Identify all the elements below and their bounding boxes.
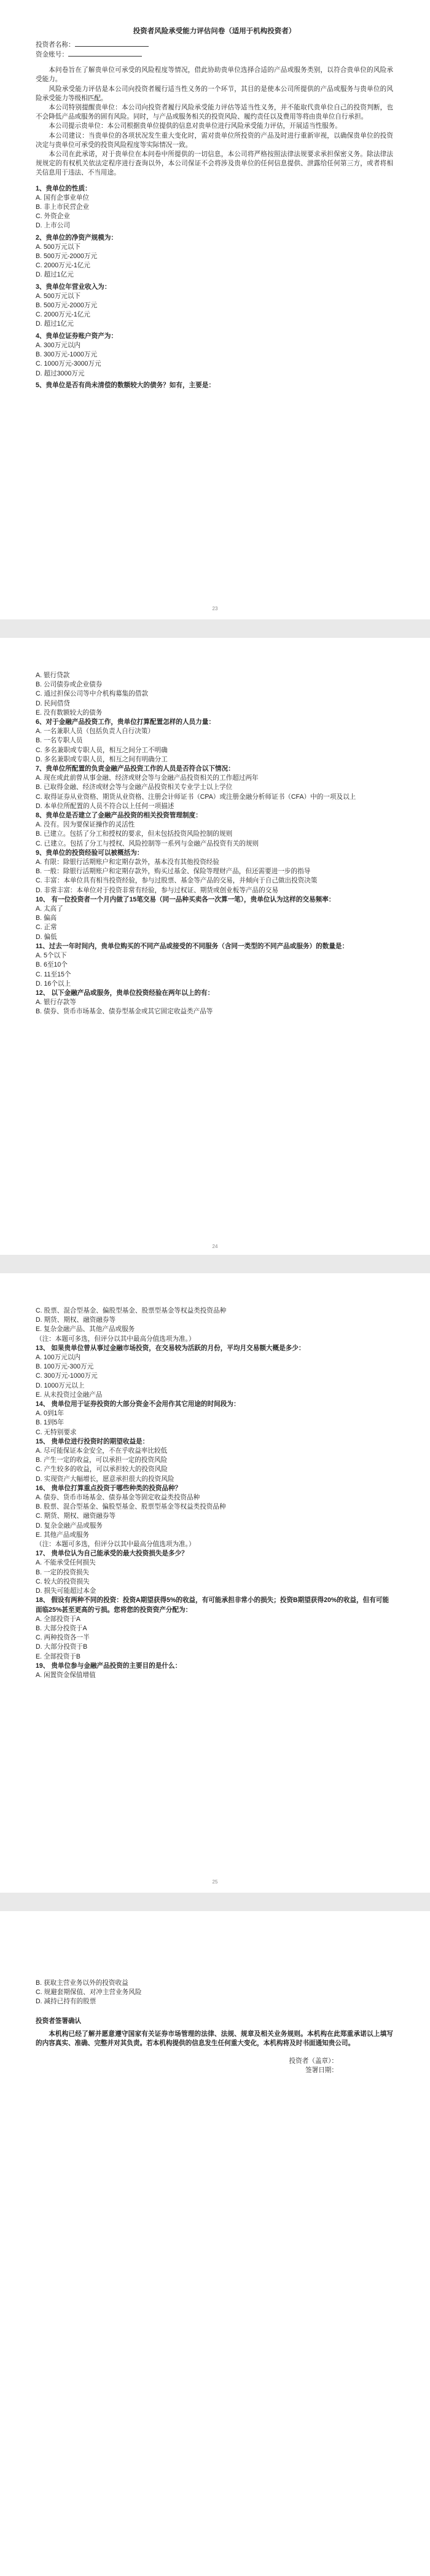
page-2-content bbox=[0, 638, 430, 1017]
document-page-4 bbox=[0, 1911, 430, 2576]
answer-option: C. 期货、期权、融资融券等 bbox=[36, 1512, 116, 1520]
answer-option: C. 已建立。包括了分工与授权、风险控制等一系列与金融产品投资有关的规则 bbox=[36, 839, 259, 847]
document-page-1 bbox=[0, 0, 430, 619]
answer-option: B. 1到5年 bbox=[36, 1419, 64, 1427]
confirm-text: 本机构已经了解并愿意遵守国家有关证券市场管理的法律、法规、规章及相关业务规则。本机构在此郑重承诺以上填写的内容真实、准确、完整并对其负责。若本机构提供的信息发生任何重大变化，本机构将及时书面通知贵公司。 bbox=[36, 2030, 393, 2048]
answer-option: C. 股票、混合型基金、偏股型基金、股票型基金等权益类投资品种 bbox=[36, 1307, 227, 1314]
answer-option: B. 获取主营业务以外的投资收益 bbox=[36, 1979, 128, 1987]
answer-option: A. 不能承受任何损失 bbox=[36, 1559, 96, 1567]
answer-option: D. 非常丰富：本单位对于投资非常有经验，参与过权证、期货或创业板等产品的交易 bbox=[36, 886, 278, 894]
question-text: 18、 假设有两种不同的投资：投资A期望获得5%的收益，有可能承担非常小的损失；投资B期望获得20%的收益，但有可能面临25%甚至更高的亏损。您将您的投资资产分配为： bbox=[36, 1596, 389, 1614]
answer-option: C. 2000万元-1亿元 bbox=[36, 262, 90, 270]
answer-option: B. 公司债券或企业债券 bbox=[36, 681, 103, 689]
question-text: 2、贵单位的净资产规模为： bbox=[36, 234, 118, 242]
answer-option: D. 1000万元以上 bbox=[36, 1381, 85, 1389]
answer-option: C. 丰富：本单位具有相当投资经验，参与过股票、基金等产品的交易，并倾向于自己做出投资决策 bbox=[36, 877, 318, 885]
answer-option: B. 偏高 bbox=[36, 914, 57, 922]
sign-date-label: 签署日期： bbox=[305, 2067, 338, 2075]
page-gap bbox=[0, 1255, 430, 1273]
answer-option: C. 取得证券从业资格、期货从业资格、注册会计师证书（CPA）或注册金融分析师证书（CFA）中的一项及以上 bbox=[36, 793, 356, 801]
question-text: 6、对于金融产品投资工作，贵单位打算配置怎样的人员力量： bbox=[36, 718, 215, 726]
answer-option: B. 一般：除银行活期账户和定期存款外，购买过基金、保险等理财产品，但还需要进一步的指导 bbox=[36, 868, 311, 876]
answer-option: B. 已取得金融、经济或财会等与金融产品投资相关专业学士以上学位 bbox=[36, 783, 233, 791]
question-text: 7、贵单位所配置的负责金融产品投资工作的人员是否符合以下情况： bbox=[36, 765, 235, 773]
answer-option: A. 现在或此前曾从事金融、经济或财会等与金融产品投资相关的工作超过两年 bbox=[36, 774, 259, 782]
answer-option: D. 16个以上 bbox=[36, 980, 71, 988]
question-text: 5、贵单位是否有尚未清偿的数额较大的债务？如有，主要是： bbox=[36, 381, 215, 389]
answer-option: C. 正常 bbox=[36, 924, 57, 932]
answer-option: D. 减持已持有的股票 bbox=[36, 1998, 96, 2006]
answer-option: A. 银行贷款 bbox=[36, 672, 70, 679]
question-block bbox=[36, 283, 393, 329]
answer-option: A. 100万元以内 bbox=[36, 1354, 81, 1362]
answer-option: A. 闲置资金保值增值 bbox=[36, 1671, 96, 1679]
investor-name-label: 投资者名称： bbox=[36, 41, 75, 49]
answer-option: A. 5个以下 bbox=[36, 952, 67, 960]
answer-option: D. 超过1亿元 bbox=[36, 271, 74, 279]
answer-option: D. 多名兼职或专职人员，相互之间有明确分工 bbox=[36, 755, 168, 763]
answer-option: E. 没有数额较大的债务 bbox=[36, 709, 103, 717]
answer-option: A. 一名兼职人员（包括负责人自行决策） bbox=[36, 728, 155, 736]
answer-option: B. 债券、货币市场基金、债券型基金或其它固定收益类产品等 bbox=[36, 1008, 213, 1016]
fund-account-field bbox=[36, 50, 393, 60]
question-text: 19、 贵单位参与金融产品投资的主要目的是什么： bbox=[36, 1662, 182, 1670]
answer-option: A. 国有企事业单位 bbox=[36, 194, 90, 202]
page-gap bbox=[0, 619, 430, 638]
answer-option: （注：本题可多选，但评分以其中最高分值选项为准。） bbox=[36, 1541, 195, 1549]
answer-option: A. 300万元以内 bbox=[36, 341, 81, 349]
question-text: 16、 贵单位打算重点投资于哪些种类的投资品种？ bbox=[36, 1484, 182, 1492]
answer-option: D. 偏低 bbox=[36, 933, 57, 941]
investor-name-field bbox=[36, 40, 393, 50]
answer-option: B. 一定的投资损失 bbox=[36, 1568, 90, 1576]
intro-paragraph: 本公司提示贵单位：本公司根据贵单位提供的信息对贵单位进行风险承受能力评估，开展适当性服务。 bbox=[49, 122, 342, 130]
question-block bbox=[36, 332, 393, 379]
page-number: 23 bbox=[212, 606, 218, 611]
intro-paragraph: 本公司建议：当贵单位的各项状况发生重大变化时，需对贵单位所投资的产品及时进行重新审视，以确保贵单位的投资决定与贵单位可承受的投资风险程度等实际情况一致。 bbox=[36, 132, 393, 149]
answer-option: C. 外资企业 bbox=[36, 213, 70, 221]
answer-option: C. 较大的投资损失 bbox=[36, 1577, 90, 1585]
answer-option: A. 太高了 bbox=[36, 905, 63, 913]
answer-option: B. 产生一定的收益，可以承担一定的投资风险 bbox=[36, 1456, 168, 1464]
confirm-title: 投资者签署确认 bbox=[36, 2017, 82, 2025]
question-block bbox=[36, 234, 393, 280]
question-text: 14、 贵单位用于证券投资的大部分资金不会用作其它用途的时间段为： bbox=[36, 1400, 240, 1408]
answer-option: D. 复杂金融产品或服务 bbox=[36, 1522, 103, 1530]
question-block bbox=[36, 381, 393, 390]
intro-paragraph: 本问卷旨在了解贵单位可承受的风险程度等情况，借此协助贵单位选择合适的产品或服务类别，以符合贵单位的风险承受能力。 bbox=[36, 66, 393, 84]
question-text: 15、 贵单位进行投资时的期望收益是： bbox=[36, 1437, 149, 1445]
question-text: 4、贵单位证券账户资产为： bbox=[36, 332, 118, 340]
answer-option: D. 本单位所配置的人员不符合以上任何一项描述 bbox=[36, 802, 174, 810]
answer-option: D. 期货、期权、融资融券等 bbox=[36, 1316, 116, 1324]
fund-account-blank bbox=[68, 50, 142, 57]
answer-option: A. 银行存款等 bbox=[36, 999, 76, 1007]
sign-date-line bbox=[36, 2066, 393, 2075]
answer-option: D. 大部分投资于B bbox=[36, 1643, 88, 1651]
answer-option: A. 500万元以下 bbox=[36, 292, 81, 300]
answer-option: B. 500万元-2000万元 bbox=[36, 253, 98, 261]
answer-option: D. 民间借贷 bbox=[36, 699, 70, 707]
answer-option: C. 11至15个 bbox=[36, 970, 71, 978]
answer-option: B. 股票、混合型基金、偏股型基金、股票型基金等权益类投资品种 bbox=[36, 1503, 226, 1511]
question-text: 3、贵单位年营业收入为： bbox=[36, 283, 111, 291]
answer-option: C. 通过担保公司等中介机构募集的借款 bbox=[36, 690, 149, 698]
answer-option: A. 500万元以下 bbox=[36, 243, 81, 251]
answer-option: B. 非上市民营企业 bbox=[36, 203, 90, 211]
question-text: 13、 如果贵单位曾从事过金融市场投资，在交易较为活跃的月份，平均月交易额大概是多少： bbox=[36, 1344, 305, 1352]
intro-paragraph: 本公司特别提醒贵单位：本公司向投资者履行风险承受能力评估等适当性义务，并不能取代贵单位自己的投资判断，也不会降低产品或服务的固有风险。同时，与产品或服务相关的投资风险、履约责任以及费用等将由贵单位自行承担。 bbox=[36, 104, 393, 121]
answer-option: B. 100万元-300万元 bbox=[36, 1363, 94, 1371]
answer-option: C. 300万元-1000万元 bbox=[36, 1372, 98, 1380]
answer-option: C. 两种投资各一半 bbox=[36, 1634, 90, 1642]
document-title: 投资者风险承受能力评估问卷（适用于机构投资者） bbox=[133, 28, 296, 35]
answer-option: B. 已建立。包括了分工和授权的要求，但未包括投资风险控制的规则 bbox=[36, 830, 233, 838]
question-text: 9、贵单位的投资经验可以被概括为： bbox=[36, 849, 144, 857]
document-page-3 bbox=[0, 1273, 430, 1893]
answer-option: （注：本题可多选，但评分以其中最高分值选项为准。） bbox=[36, 1335, 195, 1343]
question-text: 11、过去一年时间内，贵单位购买的不同产品或接受的不同服务（含同一类型的不同产品或服务）的数量是： bbox=[36, 942, 349, 950]
page-gap bbox=[0, 1893, 430, 1911]
answer-option: A. 0到1年 bbox=[36, 1410, 64, 1418]
answer-option: C. 多名兼职或专职人员，相互之间分工不明确 bbox=[36, 746, 168, 754]
answer-option: A. 没有。因为要保证操作的灵活性 bbox=[36, 821, 135, 829]
investor-seal-line bbox=[36, 2057, 393, 2066]
answer-option: E. 其他产品或服务 bbox=[36, 1531, 90, 1539]
question-text: 8、贵单位是否建立了金融产品投资的相关投资管理制度： bbox=[36, 812, 202, 820]
answer-option: A. 尽可能保证本金安全，不在乎收益率比较低 bbox=[36, 1447, 168, 1455]
answer-option: D. 上市公司 bbox=[36, 222, 70, 230]
answer-option: D. 超过1亿元 bbox=[36, 320, 74, 328]
answer-option: D. 超过3000万元 bbox=[36, 369, 85, 377]
answer-option: B. 6至10个 bbox=[36, 961, 68, 969]
intro-paragraph: 风险承受能力评估是本公司向投资者履行适当性义务的一个环节，其目的是使本公司所提供的产品或服务与贵单位的风险承受能力等级相匹配。 bbox=[36, 85, 393, 102]
answer-option: C. 无特别要求 bbox=[36, 1428, 77, 1436]
answer-option: A. 全部投资于A bbox=[36, 1615, 80, 1623]
page-number: 24 bbox=[212, 1244, 218, 1249]
answer-option: A. 债券、货币市场基金、债券基金等固定收益类投资品种 bbox=[36, 1494, 200, 1502]
answer-option: E. 全部投资于B bbox=[36, 1652, 80, 1660]
question-text: 1、贵单位的性质： bbox=[36, 184, 92, 192]
answer-option: C. 2000万元-1亿元 bbox=[36, 311, 90, 319]
answer-option: C. 规避套期保值、对冲主营业务风险 bbox=[36, 1989, 142, 1997]
answer-option: E. 复杂金融产品、其他产品或服务 bbox=[36, 1325, 135, 1333]
document-page-2 bbox=[0, 638, 430, 1255]
answer-option: E. 从未投资过金融产品 bbox=[36, 1391, 103, 1399]
question-text: 12、 以下金融产品或服务，贵单位投资经验在两年以上的有： bbox=[36, 989, 214, 997]
page-number: 25 bbox=[212, 1879, 218, 1885]
answer-option: D. 实现资产大幅增长，愿意承担很大的投资风险 bbox=[36, 1475, 174, 1483]
answer-option: C. 1000万元-3000万元 bbox=[36, 360, 101, 368]
intro-paragraph: 本公司在此承诺，对于贵单位在本问卷中所提供的一切信息，本公司将严格按照法律法规要求承担保密义务。除法律法规规定的有权机关依法定程序进行查询以外，本公司保证不会将涉及贵单位的任何信息提供、泄露给任何第三方，或者将相关信息用于违法、不当用途。 bbox=[36, 151, 393, 177]
investor-name-blank bbox=[75, 40, 149, 47]
answer-option: B. 300万元-1000万元 bbox=[36, 351, 98, 359]
fund-account-label: 资金账号： bbox=[36, 51, 68, 59]
answer-option: A. 有限：除银行活期账户和定期存款外，基本没有其他投资经验 bbox=[36, 858, 219, 866]
answer-option: B. 500万元-2000万元 bbox=[36, 302, 98, 310]
question-list bbox=[36, 184, 393, 390]
question-text: 10、 有一位投资者一个月内做了15笔交易（同一品种买卖各一次算一笔），贵单位认为这样的交易频率： bbox=[36, 895, 335, 903]
question-block bbox=[36, 184, 393, 231]
question-text: 17、 贵单位认为自己能承受的最大投资损失是多少？ bbox=[36, 1550, 188, 1558]
investor-seal-label: 投资者（盖章）： bbox=[289, 2057, 338, 2065]
answer-option: B. 大部分投资于A bbox=[36, 1624, 87, 1632]
answer-option: B. 一名专职人员 bbox=[36, 737, 83, 745]
answer-option: D. 损失可能超过本金 bbox=[36, 1587, 96, 1595]
answer-option: C. 产生较多的收益，可以承担较大的投资风险 bbox=[36, 1466, 168, 1474]
page-3-content bbox=[0, 1273, 430, 1680]
page-4-options bbox=[36, 1979, 393, 2007]
